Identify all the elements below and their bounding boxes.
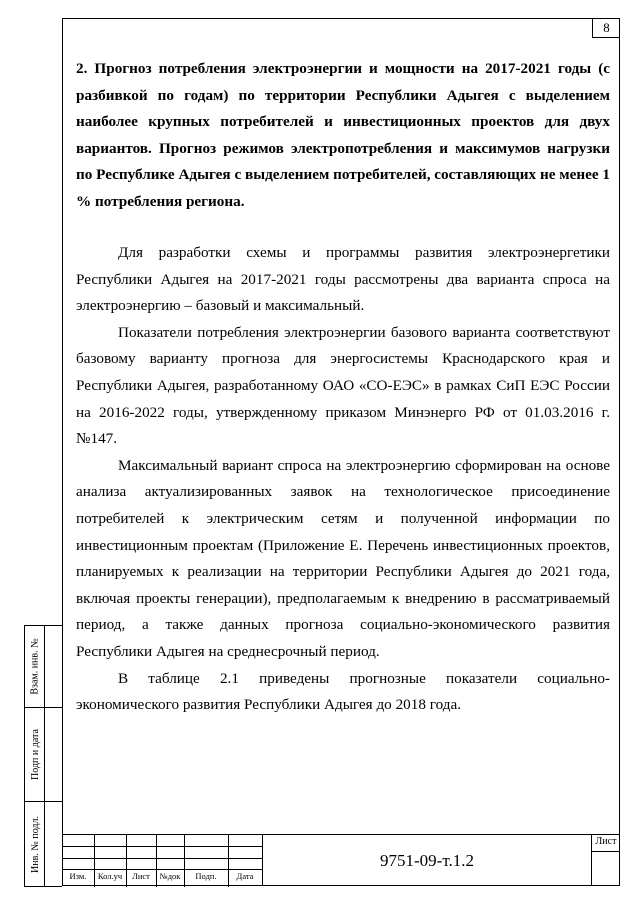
strip-label-vzam: Взам. инв. №	[29, 638, 41, 695]
col-data: Дата	[236, 871, 254, 881]
sheet-label: Лист	[595, 836, 617, 847]
col-list: Лист	[132, 871, 150, 881]
col-kol-uch: Кол.уч	[97, 871, 123, 881]
col-izm: Изм.	[69, 871, 87, 881]
paragraph-1: Для разработки схемы и программы развития электроэнергетики Республики Адыгея на 2017-2021 годы рассмотрены два варианта спроса на электроэнергию – базовый и максимальный.	[76, 244, 610, 315]
body-text	[76, 240, 610, 719]
binding-strip	[24, 625, 62, 887]
page-number: 8	[592, 18, 620, 38]
paragraph-4: В таблице 2.1 приведены прогнозные показатели социально-экономического развития Республики Адыгея до 2018 года.	[76, 669, 610, 714]
title-block-grid	[62, 835, 262, 887]
strip-label-inv: Инв. № подл.	[29, 815, 41, 873]
title-block	[62, 834, 620, 886]
paragraph-3: Максимальный вариант спроса на электроэнергию сформирован на основе анализа актуализированных заявок на технологическое присоединение потребителей к электрическим сетям и полученной информации по инвестиционным проектам (Приложение Е. Перечень инвестиционных проектов, планируемых к реализации на территории Республики Адыгея до 2021 года, включая проекты генерации), предполагаемым к внедрению в рассматриваемый период, а также данных прогноза социально-экономического развития Республики Адыгея на среднесрочный период.	[76, 456, 610, 660]
strip-cell-vzam	[25, 626, 62, 708]
strip-label-podp: Подп и дата	[29, 729, 41, 780]
paragraph-2: Показатели потребления электроэнергии базового варианта соответствуют базовому варианту прогноза для энергосистемы Краснодарского края и Республики Адыгея, разработанному ОАО «СО-ЕЭС» в рамках СиП ЕЭС России на 2016-2022 годы, утвержденному приказом Минэнерго РФ от 01.03.2016 г. №147.	[76, 323, 610, 448]
section-heading: 2. Прогноз потребления электроэнергии и мощности на 2017-2021 годы (с разбивкой по годам) по территории Республики Адыгея с выделением наиболее крупных потребителей и инвестиционных проектов для двух вариантов. Прогноз режимов электропотребления и максимумов нагрузки по Республике Адыгея с выделением потребителей, составляющих не менее 1 % потребления региона.	[76, 60, 610, 210]
strip-cell-inv	[25, 802, 62, 886]
strip-cell-podp	[25, 708, 62, 802]
col-podp: Подп.	[195, 871, 217, 881]
document-code: 9751-09-т.1.2	[262, 835, 592, 886]
col-ndok: №док	[159, 871, 181, 881]
